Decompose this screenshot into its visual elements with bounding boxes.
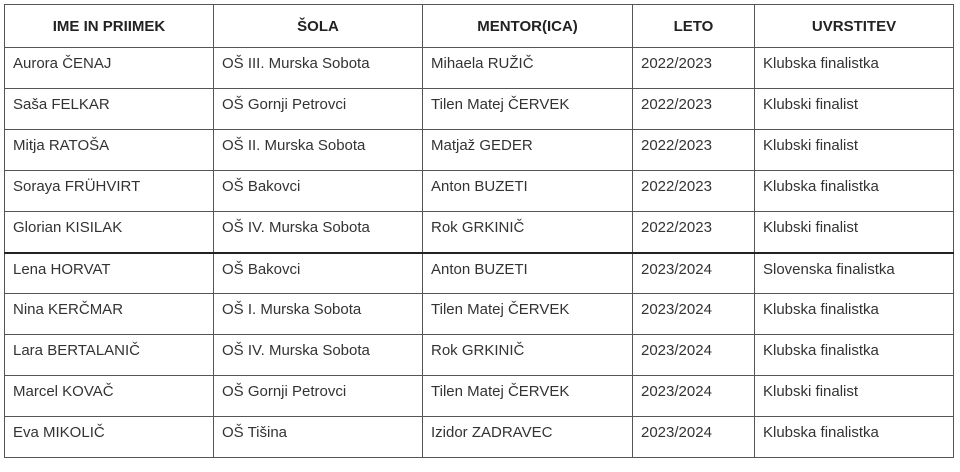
cell-placement: Klubska finalistka [755, 48, 954, 89]
cell-year: 2022/2023 [633, 89, 755, 130]
cell-mentor: Mihaela RUŽIČ [423, 48, 633, 89]
cell-mentor: Rok GRKINIČ [423, 335, 633, 376]
cell-name: Nina KERČMAR [5, 294, 214, 335]
cell-mentor: Izidor ZADRAVEC [423, 417, 633, 458]
cell-name: Saša FELKAR [5, 89, 214, 130]
table-row [5, 48, 954, 89]
results-table [4, 4, 954, 458]
header-mentor: MENTOR(ICA) [423, 5, 633, 48]
table-row [5, 212, 954, 253]
cell-placement: Klubska finalistka [755, 171, 954, 212]
cell-year: 2023/2024 [633, 294, 755, 335]
cell-year: 2022/2023 [633, 212, 755, 253]
cell-school: OŠ Tišina [214, 417, 423, 458]
cell-name: Eva MIKOLIČ [5, 417, 214, 458]
cell-name: Aurora ČENAJ [5, 48, 214, 89]
header-school: ŠOLA [214, 5, 423, 48]
cell-name: Soraya FRÜHVIRT [5, 171, 214, 212]
cell-mentor: Tilen Matej ČERVEK [423, 89, 633, 130]
table-row [5, 335, 954, 376]
cell-mentor: Rok GRKINIČ [423, 212, 633, 253]
table-row [5, 89, 954, 130]
cell-school: OŠ Bakovci [214, 253, 423, 294]
cell-name: Mitja RATOŠA [5, 130, 214, 171]
header-row [5, 5, 954, 48]
cell-name: Glorian KISILAK [5, 212, 214, 253]
cell-mentor: Matjaž GEDER [423, 130, 633, 171]
cell-placement: Klubska finalistka [755, 294, 954, 335]
cell-year: 2022/2023 [633, 130, 755, 171]
header-name: IME IN PRIIMEK [5, 5, 214, 48]
header-year: LETO [633, 5, 755, 48]
cell-school: OŠ Gornji Petrovci [214, 376, 423, 417]
cell-mentor: Tilen Matej ČERVEK [423, 376, 633, 417]
table-row [5, 130, 954, 171]
cell-school: OŠ III. Murska Sobota [214, 48, 423, 89]
cell-name: Lara BERTALANIČ [5, 335, 214, 376]
cell-mentor: Anton BUZETI [423, 253, 633, 294]
table-row [5, 171, 954, 212]
cell-placement: Klubski finalist [755, 212, 954, 253]
cell-school: OŠ IV. Murska Sobota [214, 335, 423, 376]
cell-year: 2023/2024 [633, 253, 755, 294]
cell-placement: Klubski finalist [755, 89, 954, 130]
cell-school: OŠ Bakovci [214, 171, 423, 212]
table-row [5, 253, 954, 294]
table-row [5, 376, 954, 417]
cell-placement: Slovenska finalistka [755, 253, 954, 294]
cell-school: OŠ IV. Murska Sobota [214, 212, 423, 253]
cell-placement: Klubski finalist [755, 130, 954, 171]
cell-mentor: Anton BUZETI [423, 171, 633, 212]
cell-placement: Klubski finalist [755, 376, 954, 417]
header-placement: UVRSTITEV [755, 5, 954, 48]
cell-year: 2023/2024 [633, 376, 755, 417]
cell-placement: Klubska finalistka [755, 417, 954, 458]
cell-year: 2023/2024 [633, 335, 755, 376]
cell-year: 2022/2023 [633, 48, 755, 89]
table-row [5, 417, 954, 458]
cell-name: Marcel KOVAČ [5, 376, 214, 417]
cell-year: 2023/2024 [633, 417, 755, 458]
cell-school: OŠ II. Murska Sobota [214, 130, 423, 171]
cell-school: OŠ Gornji Petrovci [214, 89, 423, 130]
cell-placement: Klubska finalistka [755, 335, 954, 376]
cell-year: 2022/2023 [633, 171, 755, 212]
cell-school: OŠ I. Murska Sobota [214, 294, 423, 335]
cell-mentor: Tilen Matej ČERVEK [423, 294, 633, 335]
cell-name: Lena HORVAT [5, 253, 214, 294]
table-row [5, 294, 954, 335]
